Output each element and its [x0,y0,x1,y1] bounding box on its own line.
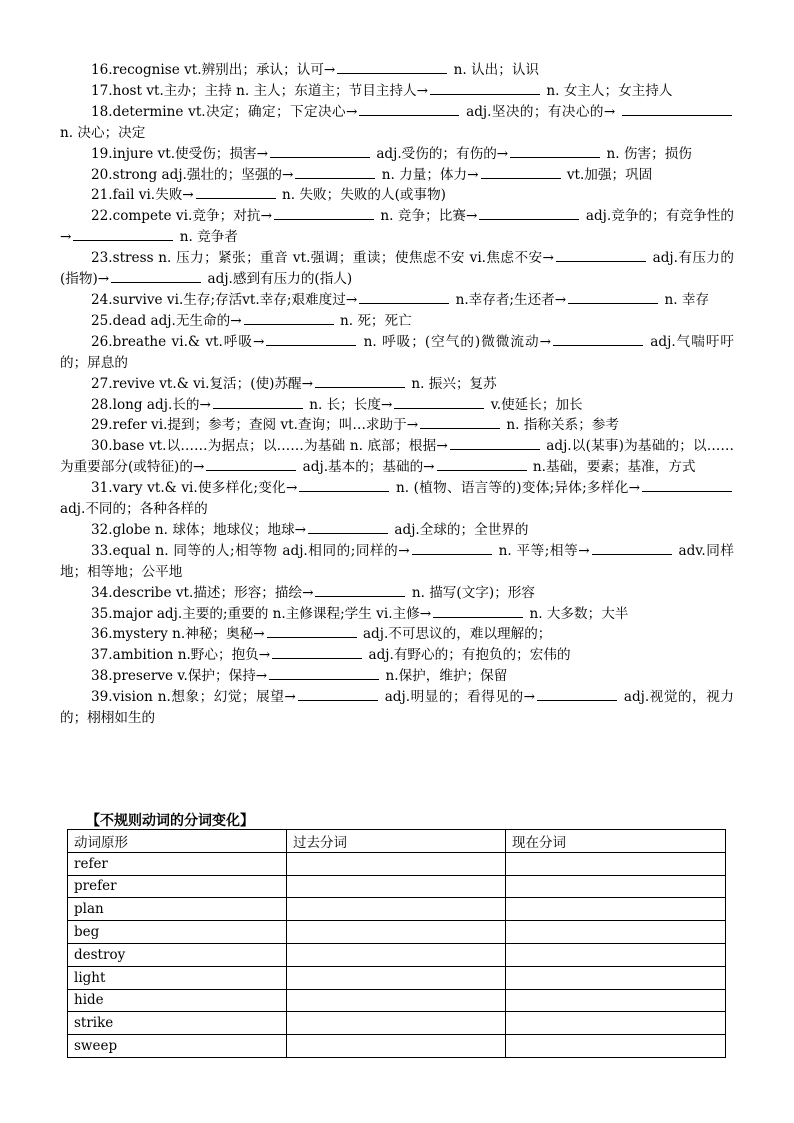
vocab-item-38: 38.preserve v.保护；保持→ n.保护，维护；保留 [91,668,508,685]
table-row [68,1012,726,1035]
present-participle-cell[interactable] [506,1012,726,1035]
answer-blank[interactable] [359,290,449,304]
answer-blank[interactable] [315,583,405,597]
vocab-item-17: 17.host vt.主办；主持 n. 主人；东道主；节目主持人→ n. 女主人；女主持人 [91,82,673,99]
answer-blank[interactable] [73,227,173,241]
answer-blank[interactable] [394,395,484,409]
vocab-item-32: 32.globe n. 球体；地球仪；地球→ adj.全球的；全世界的 [91,521,529,538]
answer-blank[interactable] [450,436,540,450]
past-participle-cell[interactable] [287,852,506,875]
table-row [68,989,726,1012]
vocab-item-18: 18.determine vt.决定；确定；下定决心→ adj.坚决的；有决心的→ n. 决心；决定 [60,102,734,144]
header-present-participle: 现在分词 [506,830,726,853]
vocab-item-25: 25.dead adj.无生命的→ n. 死；死亡 [91,312,412,329]
verb-cell: beg [68,921,287,944]
answer-blank[interactable] [420,415,500,429]
answer-blank[interactable] [553,332,643,346]
past-participle-cell[interactable] [287,921,506,944]
answer-blank[interactable] [244,311,334,325]
answer-blank[interactable] [642,478,732,492]
vocab-item-34: 34.describe vt.描述；形容；描绘→ n. 描写(文字)；形容 [91,584,535,601]
answer-blank[interactable] [315,374,405,388]
present-participle-cell[interactable] [506,989,726,1012]
participle-table [67,829,726,1058]
table-row [68,943,726,966]
answer-blank[interactable] [267,624,357,638]
vocab-item-19: 19.injure vt.使受伤；损害→ adj.受伤的；有伤的→ n. 伤害；损伤 [91,145,692,162]
verb-cell: hide [68,989,287,1012]
present-participle-cell[interactable] [506,852,726,875]
vocab-item-24: 24.survive vi.生存;存活vt.幸存;艰难度过→ n.幸存者;生还者→ n. 幸存 [91,291,710,308]
table-header-row [68,830,726,853]
past-participle-cell[interactable] [287,1035,506,1058]
answer-blank[interactable] [213,395,303,409]
vocab-item-29: 29.refer vi.提到；参考；查阅 vt.查询；叫…求助于→ n. 指称关系；参考 [91,417,619,434]
answer-blank[interactable] [412,541,492,555]
answer-blank[interactable] [592,541,672,555]
vocab-item-39: 39.vision n.想象；幻觉；展望→ adj.明显的；看得见的→ adj.视觉的，视力的；栩栩如生的 [60,689,735,727]
vocab-item-35: 35.major adj.主要的;重要的 n.主修课程;学生 vi.主修→ n. 大多数；大半 [91,605,629,622]
answer-blank[interactable] [274,206,374,220]
answer-blank[interactable] [479,206,579,220]
verb-cell: plan [68,898,287,921]
present-participle-cell[interactable] [506,898,726,921]
header-past-participle: 过去分词 [287,830,506,853]
past-participle-cell[interactable] [287,989,506,1012]
table-row [68,852,726,875]
answer-blank[interactable] [537,687,617,701]
present-participle-cell[interactable] [506,943,726,966]
table-row [68,1035,726,1058]
verb-cell: prefer [68,875,287,898]
vocab-item-21: 21.fail vi.失败→ n. 失败；失败的人(或事物) [91,187,446,204]
table-row [68,966,726,989]
answer-blank[interactable] [337,60,447,74]
answer-blank[interactable] [299,478,389,492]
past-participle-cell[interactable] [287,898,506,921]
answer-blank[interactable] [622,102,732,116]
answer-blank[interactable] [272,645,362,659]
past-participle-cell[interactable] [287,966,506,989]
present-participle-cell[interactable] [506,875,726,898]
vocab-item-23: 23.stress n. 压力；紧张；重音 vt.强调；重读；使焦虑不安 vi.焦虑不安→ adj.有压力的(指物)→ adj.感到有压力的(指人) [60,250,734,288]
verb-cell: destroy [68,943,287,966]
verb-cell: refer [68,852,287,875]
answer-blank[interactable] [359,102,459,116]
answer-blank[interactable] [266,332,356,346]
vocab-item-22: 22.compete vi.竞争；对抗→ n. 竞争；比赛→ adj.竞争的；有竞争性的→ n. 竞争者 [60,208,735,246]
answer-blank[interactable] [270,144,370,158]
vocab-item-16: 16.recognise vt.辨别出；承认；认可→ n. 认出；认识 [91,62,540,78]
answer-blank[interactable] [556,248,646,262]
answer-blank[interactable] [481,165,561,179]
answer-blank[interactable] [111,269,201,283]
answer-blank[interactable] [269,666,379,680]
verb-cell: sweep [68,1035,287,1058]
answer-blank[interactable] [206,457,296,471]
answer-blank[interactable] [433,604,523,618]
table-row [68,898,726,921]
vocabulary-list [60,60,734,729]
past-participle-cell[interactable] [287,943,506,966]
vocab-item-36: 36.mystery n.神秘；奥秘→ adj.不可思议的，难以理解的； [91,626,552,643]
vocab-item-33: 33.equal n. 同等的人;相等物 adj.相同的;同样的→ n. 平等;相等→ adv.同样地；相等地；公平地 [60,542,734,580]
present-participle-cell[interactable] [506,1035,726,1058]
present-participle-cell[interactable] [506,921,726,944]
verb-cell: strike [68,1012,287,1035]
vocab-item-20: 20.strong adj.强壮的；坚强的→ n. 力量；体力→ vt.加强；巩固 [91,166,653,183]
past-participle-cell[interactable] [287,1012,506,1035]
verb-cell: light [68,966,287,989]
answer-blank[interactable] [430,81,540,95]
answer-blank[interactable] [308,520,388,534]
header-base-form: 动词原形 [68,830,287,853]
answer-blank[interactable] [510,144,600,158]
present-participle-cell[interactable] [506,966,726,989]
vocab-item-37: 37.ambition n.野心；抱负→ adj.有野心的；有抱负的；宏伟的 [91,647,571,664]
table-row [68,921,726,944]
section-heading: 【不规则动词的分词变化】 [86,813,254,829]
answer-blank[interactable] [196,185,276,199]
vocab-item-28: 28.long adj.长的→ n. 长；长度→ v.使延长；加长 [91,396,583,413]
vocab-item-27: 27.revive vt.& vi.复活；(使)苏醒→ n. 振兴；复苏 [91,375,497,392]
past-participle-cell[interactable] [287,875,506,898]
answer-blank[interactable] [437,457,527,471]
vocab-item-31: 31.vary vt.& vi.使多样化;变化→ n. (植物、语言等的)变体;异体;多样化→ adj.不同的；各种各样的 [60,478,734,520]
answer-blank[interactable] [298,687,378,701]
vocab-item-30: 30.base vt.以……为据点；以……为基础 n. 底部；根据→ adj.以(某事)为基础的；以……为重要部分(或特征)的→ adj.基本的；基础的→ n.基础，要素；基准，方式 [60,438,734,476]
vocab-item-26: 26.breathe vi.& vt.呼吸→ n. 呼吸；(空气的)微微流动→ adj.气喘吁吁的；屏息的 [60,333,734,371]
table-row [68,875,726,898]
answer-blank[interactable] [295,165,375,179]
answer-blank[interactable] [568,290,658,304]
